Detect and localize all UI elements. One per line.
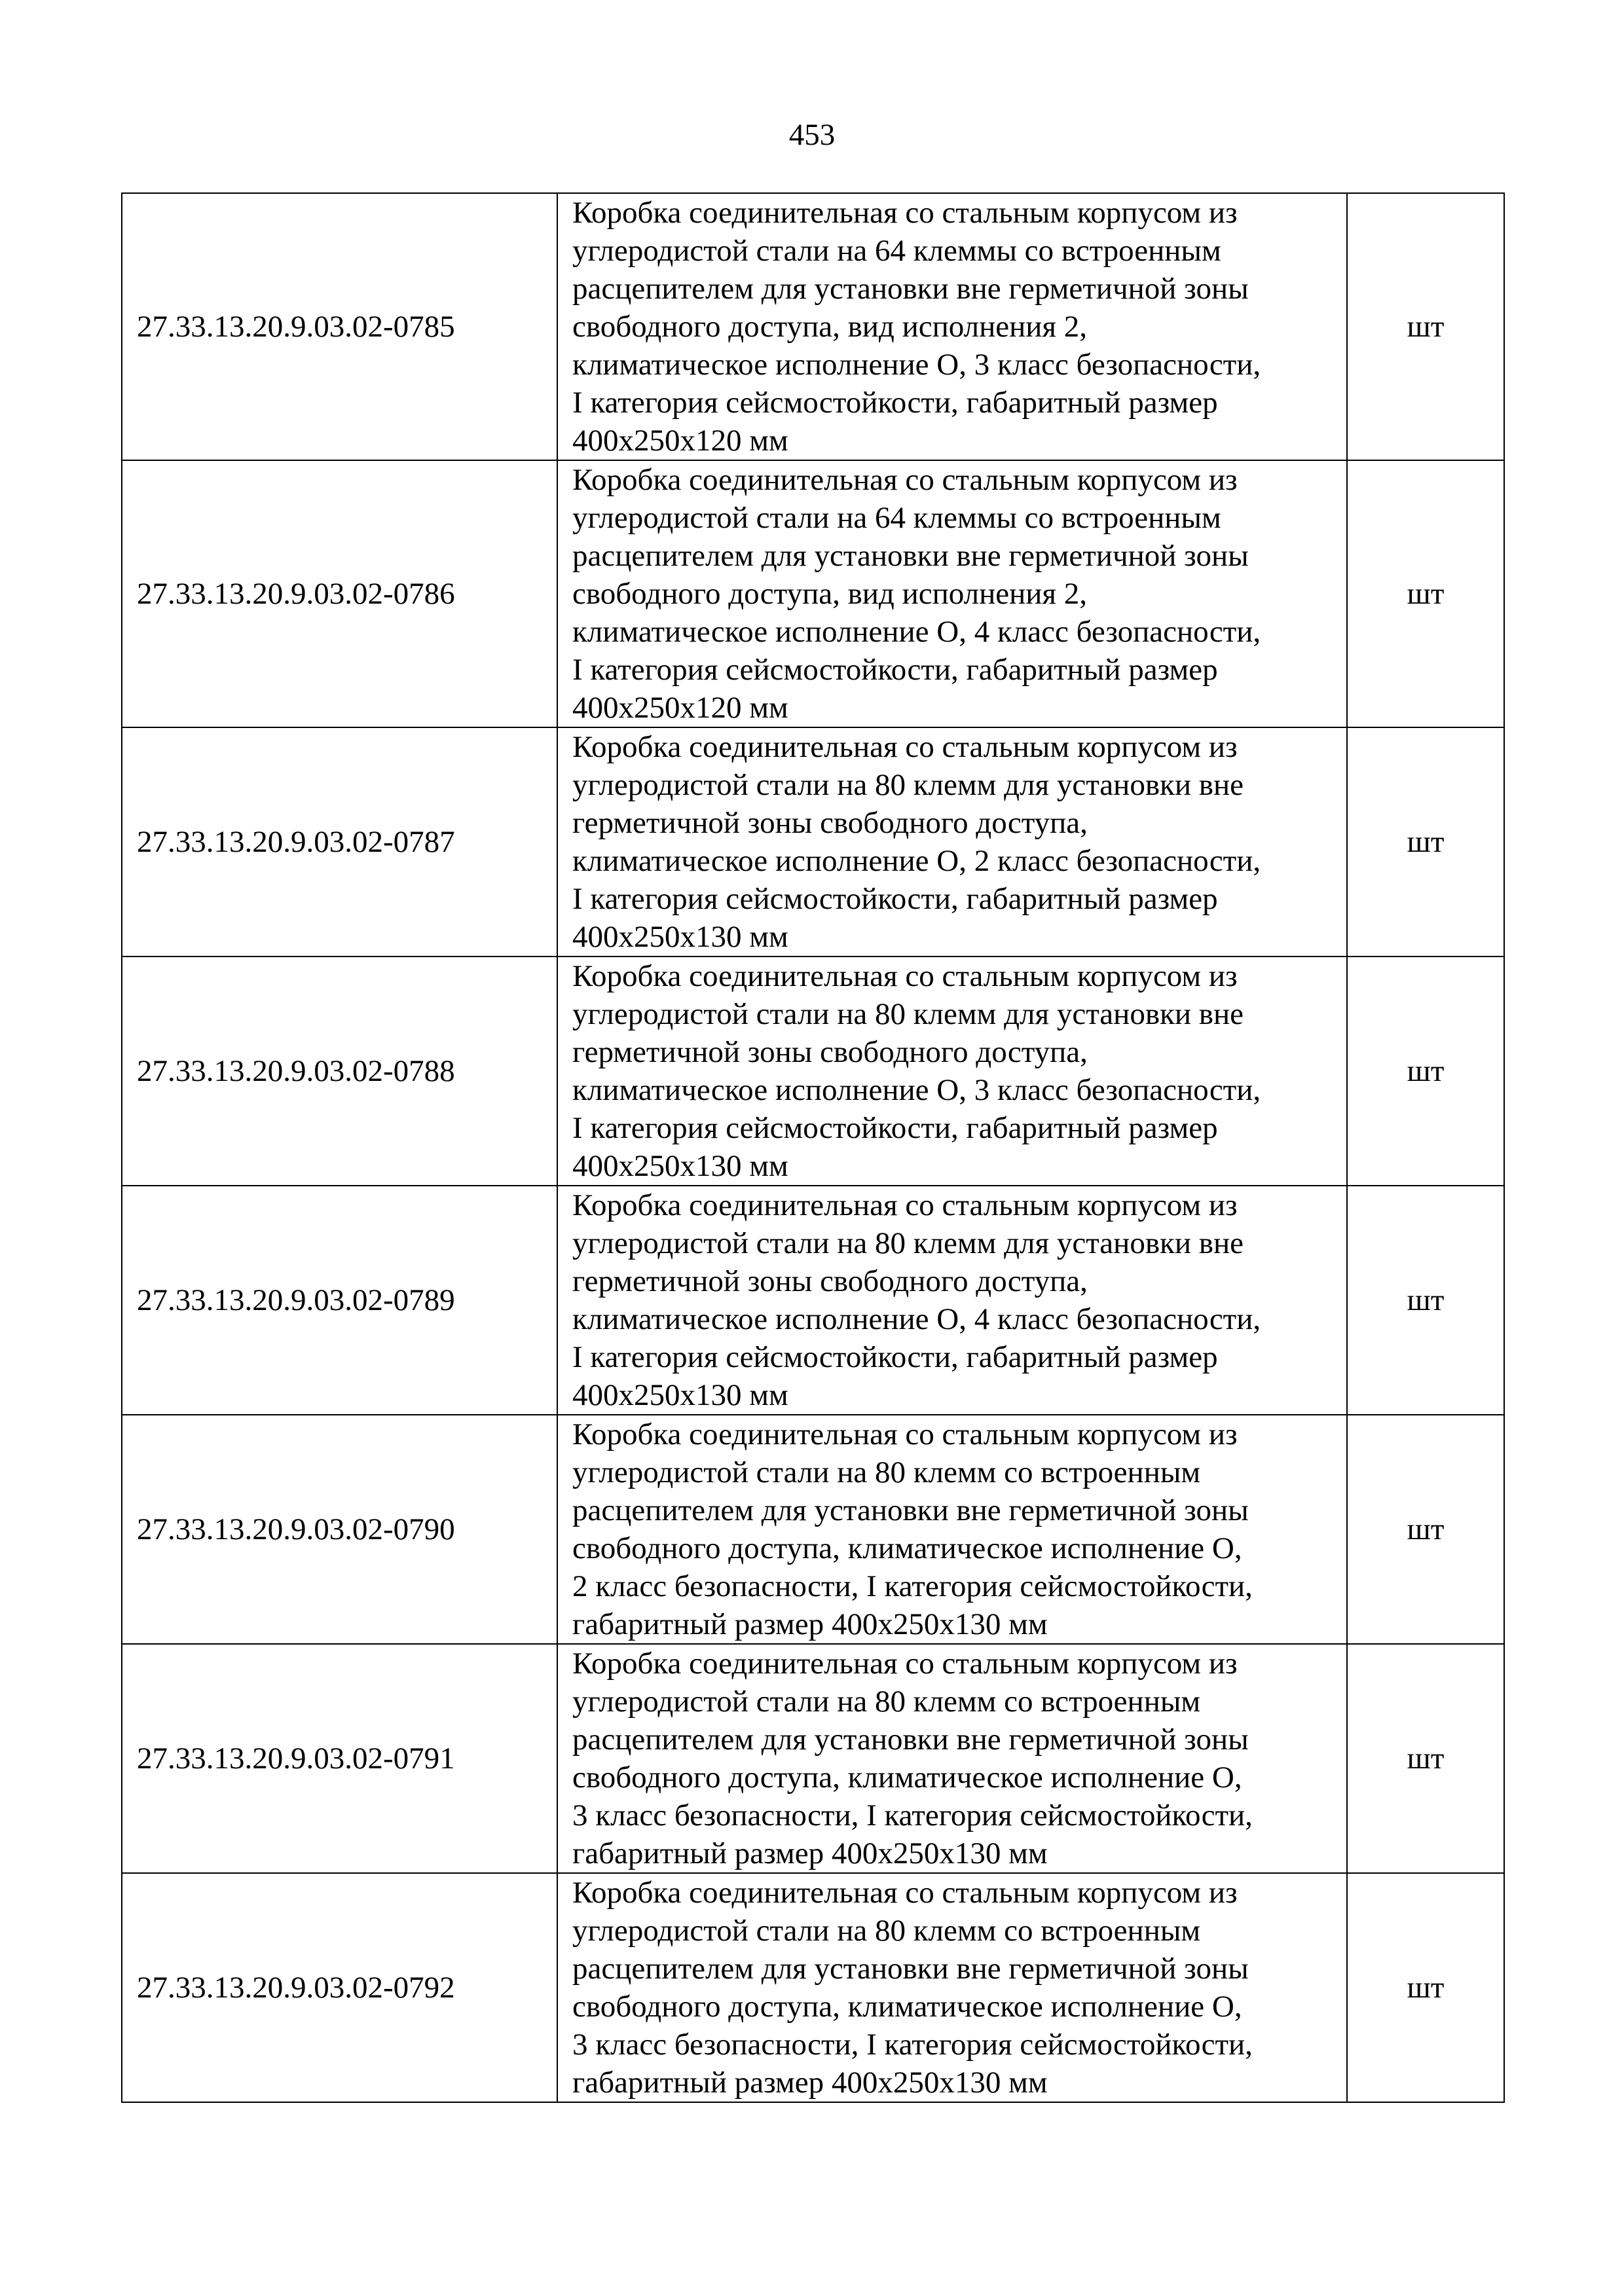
description-line: Коробка соединительная со стальным корпусом из (572, 1876, 1238, 1910)
description-line: расцепителем для установки вне герметичной зоны (572, 539, 1249, 573)
description-line: углеродистой стали на 80 клемм со встроенным (572, 1455, 1201, 1489)
item-unit: шт (1347, 1186, 1504, 1415)
description-line: 400x250x130 мм (572, 1149, 788, 1183)
description-line: габаритный размер 400x250x130 мм (572, 1607, 1048, 1641)
item-code: 27.33.13.20.9.03.02-0789 (122, 1186, 557, 1415)
description-line: герметичной зоны свободного доступа, (572, 1035, 1088, 1069)
description-line: свободного доступа, климатическое исполнение О, (572, 1760, 1242, 1795)
item-description (557, 1186, 1347, 1415)
description-line: углеродистой стали на 80 клемм со встроенным (572, 1914, 1201, 1948)
item-code: 27.33.13.20.9.03.02-0788 (122, 957, 557, 1186)
description-line: расцепителем для установки вне герметичной зоны (572, 272, 1249, 306)
description-line: 3 класс безопасности, I категория сейсмостойкости, (572, 2028, 1253, 2062)
item-unit: шт (1347, 957, 1504, 1186)
page-number: 453 (788, 118, 836, 152)
description-line: габаритный размер 400x250x130 мм (572, 1836, 1048, 1870)
description-line: Коробка соединительная со стальным корпусом из (572, 1417, 1238, 1451)
item-description (557, 1415, 1347, 1644)
table-row (122, 957, 1504, 1186)
description-line: свободного доступа, климатическое исполнение О, (572, 1990, 1242, 2024)
item-description (557, 727, 1347, 957)
description-line: Коробка соединительная со стальным корпусом из (572, 463, 1238, 497)
item-description (557, 1873, 1347, 2102)
item-code: 27.33.13.20.9.03.02-0785 (122, 193, 557, 460)
item-unit: шт (1347, 727, 1504, 957)
description-line: 2 класс безопасности, I категория сейсмостойкости, (572, 1569, 1253, 1603)
items-table-body (122, 193, 1504, 2102)
description-line: Коробка соединительная со стальным корпусом из (572, 730, 1238, 764)
description-line: климатическое исполнение О, 3 класс безопасности, (572, 1073, 1261, 1107)
description-line: Коробка соединительная со стальным корпусом из (572, 959, 1238, 993)
description-line: углеродистой стали на 80 клемм для установки вне (572, 1226, 1244, 1260)
item-unit: шт (1347, 1415, 1504, 1644)
item-description (557, 193, 1347, 460)
description-line: 400x250x120 мм (572, 691, 788, 725)
description-line: углеродистой стали на 80 клемм со встроенным (572, 1685, 1201, 1719)
description-line: I категория сейсмостойкости, габаритный размер (572, 653, 1218, 687)
description-line: расцепителем для установки вне герметичной зоны (572, 1493, 1249, 1527)
description-line: свободного доступа, климатическое исполнение О, (572, 1531, 1242, 1565)
table-row (122, 1644, 1504, 1873)
table-row (122, 727, 1504, 957)
item-code: 27.33.13.20.9.03.02-0786 (122, 460, 557, 727)
description-line: I категория сейсмостойкости, габаритный размер (572, 1111, 1218, 1145)
description-line: климатическое исполнение О, 4 класс безопасности, (572, 1302, 1261, 1336)
item-description (557, 957, 1347, 1186)
items-table (121, 192, 1505, 2103)
description-line: свободного доступа, вид исполнения 2, (572, 310, 1088, 344)
description-line: I категория сейсмостойкости, габаритный размер (572, 882, 1218, 916)
description-line: I категория сейсмостойкости, габаритный размер (572, 1340, 1218, 1374)
description-line: климатическое исполнение О, 4 класс безопасности, (572, 615, 1261, 649)
item-unit: шт (1347, 193, 1504, 460)
item-description (557, 460, 1347, 727)
description-line: герметичной зоны свободного доступа, (572, 1264, 1088, 1298)
description-line: расцепителем для установки вне герметичной зоны (572, 1722, 1249, 1757)
description-line: углеродистой стали на 80 клемм для установки вне (572, 997, 1244, 1031)
description-line: 400x250x130 мм (572, 920, 788, 954)
item-unit: шт (1347, 1873, 1504, 2102)
description-line: 400x250x120 мм (572, 424, 788, 458)
description-line: углеродистой стали на 64 клеммы со встроенным (572, 501, 1221, 535)
description-line: 3 класс безопасности, I категория сейсмостойкости, (572, 1798, 1253, 1832)
item-unit: шт (1347, 460, 1504, 727)
description-line: I категория сейсмостойкости, габаритный размер (572, 386, 1218, 420)
item-unit: шт (1347, 1644, 1504, 1873)
item-description (557, 1644, 1347, 1873)
table-row (122, 193, 1504, 460)
item-code: 27.33.13.20.9.03.02-0791 (122, 1644, 557, 1873)
description-line: габаритный размер 400x250x130 мм (572, 2066, 1048, 2100)
description-line: климатическое исполнение О, 3 класс безопасности, (572, 348, 1261, 382)
item-code: 27.33.13.20.9.03.02-0792 (122, 1873, 557, 2102)
description-line: герметичной зоны свободного доступа, (572, 806, 1088, 840)
table-row (122, 1415, 1504, 1644)
description-line: Коробка соединительная со стальным корпусом из (572, 1188, 1238, 1222)
description-line: расцепителем для установки вне герметичной зоны (572, 1952, 1249, 1986)
description-line: Коробка соединительная со стальным корпусом из (572, 196, 1238, 230)
description-line: 400x250x130 мм (572, 1378, 788, 1412)
table-row (122, 1186, 1504, 1415)
table-row (122, 1873, 1504, 2102)
description-line: Коробка соединительная со стальным корпусом из (572, 1647, 1238, 1681)
table-row (122, 460, 1504, 727)
description-line: углеродистой стали на 64 клеммы со встроенным (572, 234, 1221, 268)
description-line: климатическое исполнение О, 2 класс безопасности, (572, 844, 1261, 878)
item-code: 27.33.13.20.9.03.02-0790 (122, 1415, 557, 1644)
description-line: углеродистой стали на 80 клемм для установки вне (572, 768, 1244, 802)
description-line: свободного доступа, вид исполнения 2, (572, 577, 1088, 611)
item-code: 27.33.13.20.9.03.02-0787 (122, 727, 557, 957)
